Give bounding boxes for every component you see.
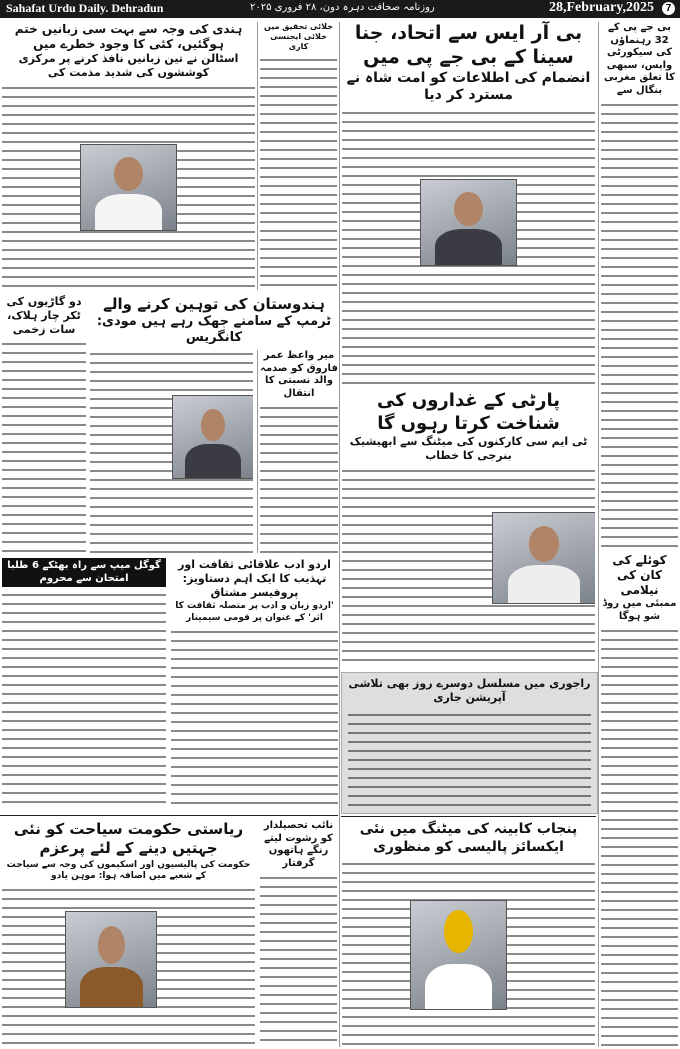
article-body [342, 467, 595, 669]
divider [341, 816, 596, 817]
headline-bjp-security: بی جے پی کے 32 رہنماؤں کی سیکورٹی واپس، سبھی کا تعلق مغربی بنگال سے [604, 22, 675, 96]
article-body [2, 591, 166, 810]
boxed-article-rajouri [341, 672, 598, 814]
article-body [90, 350, 253, 553]
article-body [601, 627, 678, 1046]
article-accident [2, 295, 86, 553]
headline-google-map: گوگل میپ سے راہ بھٹکے 6 طلبا امتحان سے محروم [2, 558, 166, 587]
headline-punjab: پنجاب کابینہ کی میٹنگ میں نئی ایکسائز پالیسی کو منظوری [359, 821, 578, 855]
headline-line: ممبئی میں روڈ شو ہوگا [602, 598, 677, 622]
headline-stalin: ہندی کی وجہ سے بہت سی زبانیں ختم ہوگئیں، کئی کا وجود خطرے میں [14, 22, 243, 51]
headline-abhishek: پارٹی کے غداروں کی شناخت کرتا رہوں گا [376, 390, 561, 434]
headline-amit-shah: بی آر ایس سے اتحاد، جنا سینا کے بی جے پی میں [354, 22, 583, 68]
article-body [171, 628, 338, 810]
article-bribe [260, 820, 337, 1046]
article-space [260, 22, 337, 290]
subheadline-congress: ٹرمپ کے سامنے جھک رہے ہیں مودی: کانگریس [96, 313, 332, 345]
article-body [260, 874, 337, 1046]
subheadline-abhishek: ٹی ایم سی کارکنوں کی میٹنگ سے ابھیشیک بنرجی کا خطاب [349, 435, 588, 462]
masthead [0, 0, 680, 18]
article-congress [90, 295, 338, 553]
article-body [601, 101, 678, 548]
photo-congress-leader [172, 395, 253, 479]
article-amit-shah [342, 22, 595, 384]
column-divider [339, 22, 340, 1047]
article-body [260, 404, 338, 553]
article-abhishek [342, 390, 595, 668]
subheadline-urdu-seminar: 'اردو زبان و ادب پر متصلہ ثقافت کا اثر' کے عنوان پر قومی سیمینار [175, 601, 334, 623]
article-punjab [342, 821, 595, 1046]
page-number: 7 [662, 2, 675, 15]
headline-mirwaiz: میر واعظ عمر فاروق کو صدمہ والد نسبتی کا انتقال [260, 350, 338, 399]
photo-abhishek-banerjee [492, 512, 595, 604]
headline-congress: ہندوستان کی توہین کرنے والے [103, 295, 325, 313]
subheadline-amit-shah: انضمام کی اطلاعات کو امت شاہ نے مسترد کر دیا [346, 69, 591, 103]
article-google-map [2, 558, 166, 810]
headline-tourism: ریاستی حکومت سیاحت کو نئی جہتیں دینے کے لئے پرعزم [13, 820, 244, 857]
date: 28,February,2025 [549, 0, 654, 15]
article-body [2, 886, 255, 1046]
headline-bribe: نائب تحصیلدار کو رشوت لیتے رنگے ہاتھوں گرفتار [263, 820, 334, 869]
headline-urdu-seminar: اردو ادب علاقائی ثقافت اور تہذیب کا ایک اہم دستاویز: پروفیسر مشتاق [178, 558, 331, 599]
photo-stalin [80, 144, 177, 231]
article-body [348, 711, 591, 808]
headline-accident: دو گاڑیوں کی ٹکر چار ہلاک، سات زخمی [6, 295, 82, 336]
article-body [342, 109, 595, 385]
article-body [260, 56, 337, 290]
article-coal [601, 553, 678, 1046]
paper-name: Sahafat Urdu Daily. Dehradun [6, 1, 164, 15]
article-tourism [2, 820, 255, 1046]
photo-mohan-yadav [65, 911, 157, 1008]
article-body [342, 860, 595, 1046]
headline-line: کوئلے کی کان کی نیلامی [612, 553, 667, 597]
congress-columns [90, 350, 338, 553]
subheadline-tourism: حکومت کی پالیسیوں اور اسکیموں کی وجہ سے سیاحت کے شعبے میں اضافہ ہوا: موہن یادو [6, 859, 251, 881]
headline-space: خلائی تحقیق میں خلائی ایجنسی کاری [264, 22, 333, 51]
article-bjp-security [601, 22, 678, 548]
headline-rajouri: راجوری میں مسلسل دوسرے روز بھی تلاشی آپریشن جاری [348, 677, 591, 704]
column-divider [598, 22, 599, 1047]
article-mirwaiz [257, 350, 338, 553]
photo-amit-shah [420, 179, 517, 266]
article-urdu-seminar [171, 558, 338, 810]
article-body [2, 340, 86, 553]
subheadline-stalin: اسٹالن نے تین زبانیں نافذ کرنے پر مرکزی کوششوں کی شدید مذمت کی [18, 52, 239, 79]
divider [0, 815, 338, 816]
article-body [2, 84, 255, 291]
photo-bhagwant-mann [410, 900, 507, 1010]
urdu-dateline: روزنامہ صحافت دہرہ دون، ۲۸ فروری ۲۰۲۵ [250, 2, 435, 13]
column-divider [257, 22, 258, 290]
article-stalin [2, 22, 255, 290]
